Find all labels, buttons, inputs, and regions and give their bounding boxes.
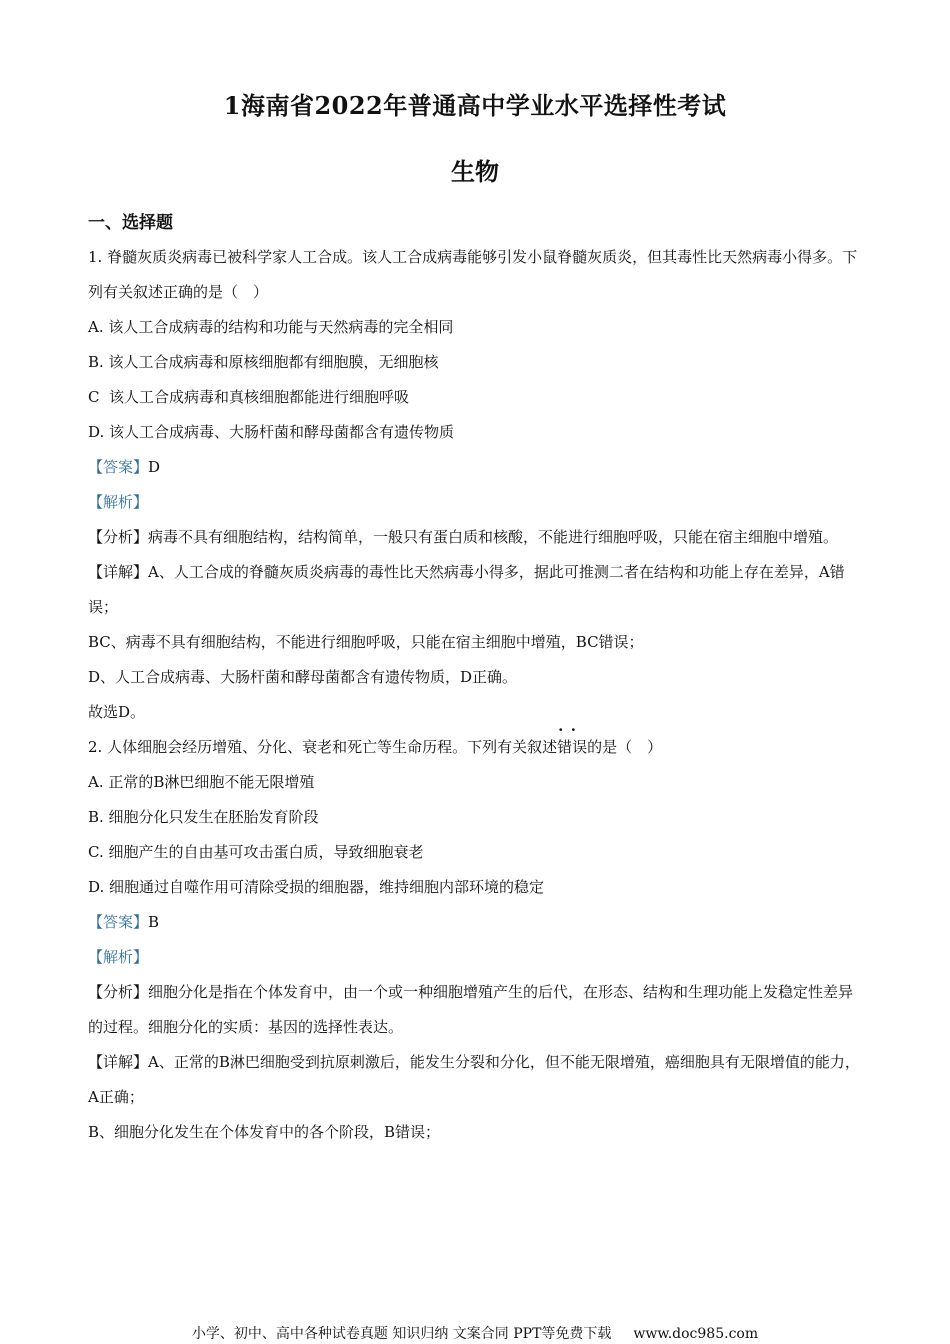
fenxi-text: 细胞分化是指在个体发育中，由一个或一种细胞增殖产生的后代，在形态、结构和生理功能上发稳定性差异的过程。细胞分化的实质：基因的选择性表达。 <box>88 983 854 1036</box>
fenxi-tag: 【分析】 <box>88 983 149 1001</box>
question-1-answer <box>88 450 863 485</box>
stem-emphasis: · · 错误 <box>557 730 587 765</box>
question-1-detail-line: D、人工合成病毒、大肠杆菌和酵母菌都含有遗传物质，D正确。 <box>88 668 518 686</box>
answer-value: B <box>148 913 160 931</box>
page-footer <box>0 1323 950 1343</box>
subject-title: 生物 <box>451 157 499 186</box>
question-2-option-b: B. 细胞分化只发生在胚胎发育阶段 <box>88 808 319 826</box>
question-1-option-d: D. 该人工合成病毒、大肠杆菌和酵母菌都含有遗传物质 <box>88 423 455 441</box>
answer-tag: 【答案】 <box>88 458 149 476</box>
question-2-answer <box>88 905 863 940</box>
question-1-stem: 1. 脊髓灰质炎病毒已被科学家人工合成。该人工合成病毒能够引发小鼠脊髓灰质炎，但其毒性比天然病毒小得多。下列有关叙述正确的是（ ） <box>88 248 858 301</box>
answer-value: D <box>148 458 161 476</box>
question-2-analysis-label <box>88 940 863 975</box>
question-1-detail-line: 故选D。 <box>88 703 146 721</box>
question-1-xiangjie <box>88 555 863 625</box>
question-2-detail-line: B、细胞分化发生在个体发育中的各个阶段，B错误； <box>88 1123 441 1141</box>
question-2-option-c: C. 细胞产生的自由基可攻击蛋白质，导致细胞衰老 <box>88 843 424 861</box>
xiangjie-tag: 【详解】 <box>88 563 149 581</box>
question-2-fenxi <box>88 975 863 1045</box>
fenxi-tag: 【分析】 <box>88 528 149 546</box>
question-content <box>88 240 863 1150</box>
question-1-fenxi <box>88 520 863 555</box>
footer-link[interactable]: www.doc985.com <box>633 1326 759 1342</box>
answer-tag: 【答案】 <box>88 913 149 931</box>
footer-text: 小学、初中、高中各种试卷真题 知识归纳 文案合同 PPT等免费下载 <box>191 1326 612 1342</box>
question-1-detail-line: BC、病毒不具有细胞结构，不能进行细胞呼吸，只能在宿主细胞中增殖，BC错误； <box>88 633 644 651</box>
stem-text-end: 的是（ ） <box>587 738 663 756</box>
question-2-option-d: D. 细胞通过自噬作用可清除受损的细胞器，维持细胞内部环境的稳定 <box>88 878 545 896</box>
question-2-option-a: A. 正常的B淋巴细胞不能无限增殖 <box>88 773 315 791</box>
question-1-option-c: C 该人工合成病毒和真核细胞都能进行细胞呼吸 <box>88 388 410 406</box>
xiangjie-tag: 【详解】 <box>88 1053 149 1071</box>
fenxi-text: 病毒不具有细胞结构，结构简单，一般只有蛋白质和核酸，不能进行细胞呼吸，只能在宿主细胞中增殖。 <box>148 528 839 546</box>
analysis-tag: 【解析】 <box>88 948 149 966</box>
question-2-xiangjie <box>88 1045 863 1115</box>
question-2-stem <box>88 730 863 765</box>
page-title: 1海南省2022年普通高中学业水平选择性考试 <box>223 91 727 120</box>
question-1-option-b: B. 该人工合成病毒和原核细胞都有细胞膜，无细胞核 <box>88 353 439 371</box>
question-1-option-a: A. 该人工合成病毒的结构和功能与天然病毒的完全相同 <box>88 318 454 336</box>
xiangjie-text: A、人工合成的脊髓灰质炎病毒的毒性比天然病毒小得多，据此可推测二者在结构和功能上存在差异，A错误； <box>88 563 845 616</box>
xiangjie-text: A、正常的B淋巴细胞受到抗原刺激后，能发生分裂和分化，但不能无限增殖，癌细胞具有无限增值的能力，A正确； <box>88 1053 860 1106</box>
analysis-tag: 【解析】 <box>88 493 149 511</box>
question-1-analysis-label <box>88 485 863 520</box>
stem-text: 2. 人体细胞会经历增殖、分化、衰老和死亡等生命历程。下列有关叙述 <box>88 738 558 756</box>
section-heading: 一、选择题 <box>88 213 173 233</box>
